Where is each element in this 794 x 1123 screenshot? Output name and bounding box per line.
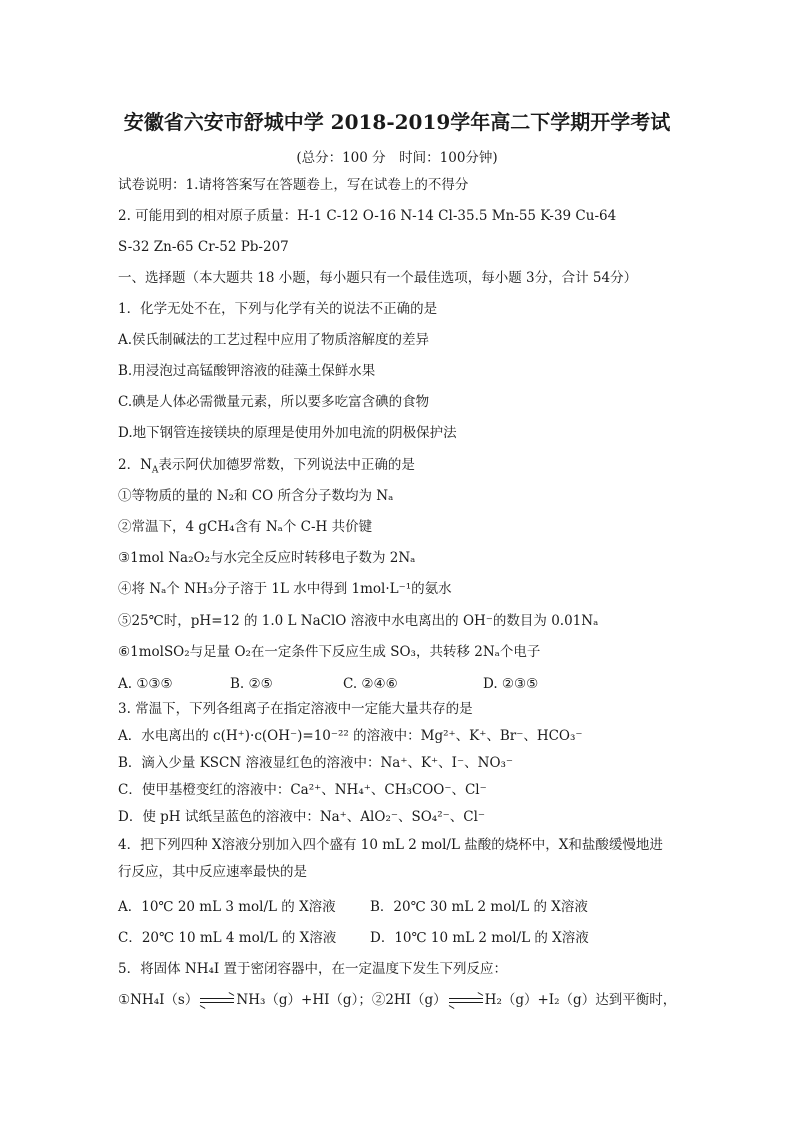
q1-stem: 1．化学无处不在，下列与化学有关的说法不正确的是 [118, 301, 438, 317]
q2-option-b: B. ②⑤ [230, 676, 273, 692]
q4-stem-cont: 行反应，其中反应速率最快的是 [118, 864, 307, 880]
q3-stem: 3. 常温下，下列各组离子在指定溶液中一定能大量共存的是 [118, 701, 473, 717]
q1-option-c: C.碘是人体必需微量元素，所以要多吃富含碘的食物 [118, 394, 430, 410]
instruction-note-2: 2. 可能用到的相对原子质量：H-1 C-12 O-16 N-14 Cl-35.5 Mn-55 K-39 Cu-64 [118, 208, 617, 224]
equilibrium-arrow-icon [449, 997, 483, 1005]
equilibrium-arrow-icon [200, 997, 234, 1005]
q3-option-d: D．使 pH 试纸呈蓝色的溶液中：Na⁺、AlO₂⁻、SO₄²⁻、Cl⁻ [118, 809, 486, 825]
q2-option-d: D. ②③⑤ [483, 676, 539, 692]
q1-option-b: B.用浸泡过高锰酸钾溶液的硅藻土保鲜水果 [118, 363, 376, 379]
page-title: 安徽省六安市舒城中学 2018-2019学年高二下学期开学考试 [123, 110, 671, 134]
q2-statement-3: ③1mol Na₂O₂与水完全反应时转移电子数为 2Nₐ [118, 550, 416, 566]
q4-option-c: C．20℃ 10 mL 4 mol/L 的 X溶液 [118, 930, 337, 946]
q4-option-a: A．10℃ 20 mL 3 mol/L 的 X溶液 [118, 899, 336, 915]
q2-stem: 2．$N_A$表示阿伏加德罗常数，下列说法中正确的是 [118, 457, 415, 476]
q2-statement-4: ④将 Nₐ个 NH₃分子溶于 1L 水中得到 1mol·L⁻¹的氨水 [118, 581, 452, 597]
q5-stem: 5．将固体 NH₄I 置于密闭容器中，在一定温度下发生下列反应： [118, 961, 508, 977]
q2-statement-6: ⑥1molSO₂与足量 O₂在一定条件下反应生成 SO₃，共转移 2Nₐ个电子 [118, 644, 541, 660]
q2-statement-2: ②常温下，4 gCH₄含有 Nₐ个 C-H 共价键 [118, 519, 373, 535]
q5-reactions: ①NH₄I（s） NH₃（g）+HI（g）；②2HI（g） H₂（g）+I₂（g）达到平衡时， [118, 992, 677, 1008]
q3-option-a: A．水电离出的 c(H⁺)·c(OH⁻)=10⁻²² 的溶液中：Mg²⁺、K⁺、Br⁻、HCO₃⁻ [118, 728, 583, 744]
q1-option-a: A.侯氏制碱法的工艺过程中应用了物质溶解度的差异 [118, 332, 430, 348]
q2-option-c: C. ②④⑥ [343, 676, 398, 692]
q1-option-d: D.地下钢管连接镁块的原理是使用外加电流的阴极保护法 [118, 425, 457, 441]
q2-statement-5: ⑤25℃时，pH=12 的 1.0 L NaClO 溶液中水电离出的 OH⁻的数目为 0.01Nₐ [118, 613, 599, 629]
exam-meta: (总分：100 分 时间：100分钟) [296, 150, 498, 166]
instruction-note-1: 试卷说明：1.请将答案写在答题卷上，写在试卷上的不得分 [118, 177, 469, 193]
q4-stem: 4．把下列四种 X溶液分别加入四个盛有 10 mL 2 mol/L 盐酸的烧杯中，X和盐酸缓慢地进 [118, 837, 663, 853]
q4-option-d: D．10℃ 10 mL 2 mol/L 的 X溶液 [370, 930, 589, 946]
q4-option-b: B．20℃ 30 mL 2 mol/L 的 X溶液 [370, 899, 588, 915]
q3-option-b: B．滴入少量 KSCN 溶液显红色的溶液中：Na⁺、K⁺、I⁻、NO₃⁻ [118, 755, 514, 771]
q3-option-c: C．使甲基橙变红的溶液中：Ca²⁺、NH₄⁺、CH₃COO⁻、Cl⁻ [118, 782, 487, 798]
q2-statement-1: ①等物质的量的 N₂和 CO 所含分子数均为 Nₐ [118, 488, 394, 504]
section-heading: 一、选择题（本大题共 18 小题，每小题只有一个最佳选项，每小题 3分，合计 54分） [118, 270, 638, 286]
q2-option-a: A. ①③⑤ [118, 676, 173, 692]
instruction-note-2-cont: S-32 Zn-65 Cr-52 Pb-207 [118, 239, 289, 255]
